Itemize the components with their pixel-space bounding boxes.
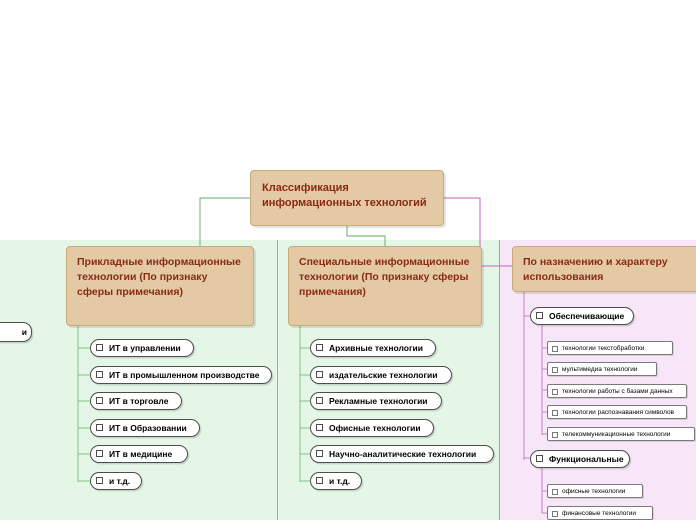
node-functional-child-1[interactable] xyxy=(547,484,643,498)
node-label: телекоммуникационные технологии xyxy=(562,431,671,438)
node-label: Офисные технологии xyxy=(329,423,421,433)
node-special-child-3[interactable] xyxy=(310,392,442,410)
branch-region-left-edge xyxy=(0,240,62,520)
node-label: ИТ в промышленном производстве xyxy=(109,370,260,380)
node-label: технологии распознавания символов xyxy=(562,409,675,416)
node-applied-child-4[interactable] xyxy=(90,419,200,437)
node-special-child-6[interactable] xyxy=(310,472,362,490)
node-label: Функциональные xyxy=(549,454,624,464)
node-root-label: Классификация информационных технологий xyxy=(262,182,427,209)
node-label: и т.д. xyxy=(109,476,131,486)
node-purpose-heading[interactable] xyxy=(512,246,696,292)
node-applied-child-5[interactable] xyxy=(90,445,188,463)
node-applied-heading-label: Прикладные информационные технологии (По признаку сферы примечания) xyxy=(77,256,241,298)
node-applied-child-3[interactable] xyxy=(90,392,182,410)
node-root[interactable] xyxy=(250,170,444,226)
node-label: издательские технологии xyxy=(329,370,438,380)
node-label: Рекламные технологии xyxy=(329,396,428,406)
node-label: ИТ в Образовании xyxy=(109,423,187,433)
node-special-child-2[interactable] xyxy=(310,366,452,384)
node-special-child-5[interactable] xyxy=(310,445,494,463)
node-label: Обеспечивающие xyxy=(549,311,625,321)
node-label: ИТ в торговле xyxy=(109,396,169,406)
node-purpose-heading-label: По назначению и характеру использования xyxy=(523,256,668,283)
node-label: офисные технологии xyxy=(562,488,626,495)
node-label: финансовые технологии xyxy=(562,510,637,517)
node-left-edge-label: и xyxy=(21,327,27,337)
node-purpose-group-providing[interactable] xyxy=(530,307,634,325)
node-label: мультимедиа технологии xyxy=(562,366,638,373)
node-label: ИТ в управлении xyxy=(109,343,181,353)
node-providing-child-2[interactable] xyxy=(547,362,657,376)
node-purpose-group-functional[interactable] xyxy=(530,450,630,468)
node-special-heading-label: Специальные информационные технологии (По признаку сферы примечания) xyxy=(299,256,470,298)
node-label: ИТ в медицине xyxy=(109,449,173,459)
node-label: и т.д. xyxy=(329,476,351,486)
node-label: технологии работы с базами данных xyxy=(562,388,673,395)
node-functional-child-2[interactable] xyxy=(547,506,653,520)
node-label: Научно-аналитические технологии xyxy=(329,449,477,459)
node-applied-child-6[interactable] xyxy=(90,472,142,490)
node-special-child-4[interactable] xyxy=(310,419,434,437)
node-applied-child-2[interactable] xyxy=(90,366,272,384)
node-applied-child-1[interactable] xyxy=(90,339,194,357)
node-providing-child-4[interactable] xyxy=(547,405,687,419)
node-providing-child-5[interactable] xyxy=(547,427,695,441)
node-providing-child-3[interactable] xyxy=(547,384,687,398)
node-special-heading[interactable] xyxy=(288,246,482,326)
node-label: технологии текстобработки xyxy=(562,345,645,352)
node-providing-child-1[interactable] xyxy=(547,341,673,355)
node-label: Архивные технологии xyxy=(329,343,423,353)
node-applied-heading[interactable] xyxy=(66,246,254,326)
node-left-edge-partial[interactable] xyxy=(0,322,32,342)
node-special-child-1[interactable] xyxy=(310,339,436,357)
